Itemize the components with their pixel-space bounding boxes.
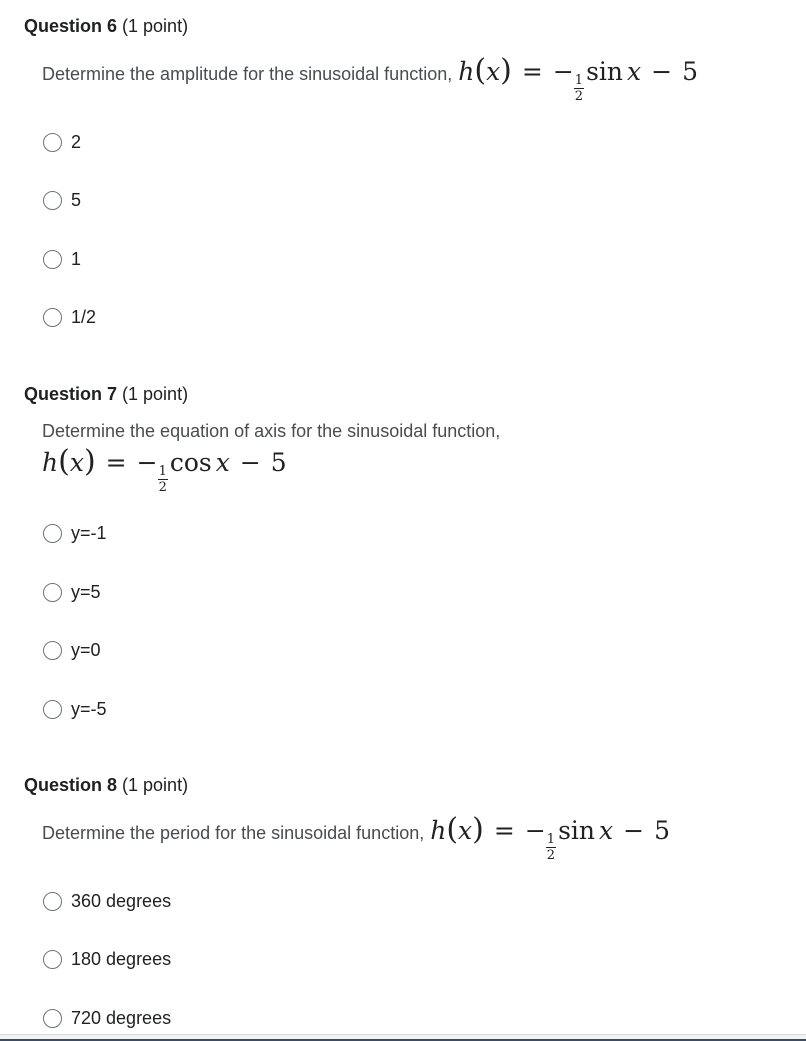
formula-open-paren: ( <box>446 812 459 847</box>
formula-open-paren: ( <box>58 444 70 479</box>
formula-constant: 5 <box>682 57 698 86</box>
question-number: Question 7 <box>24 384 118 404</box>
formula-constant: 5 <box>654 816 670 845</box>
radio-button[interactable] <box>43 583 62 602</box>
answer-option[interactable] <box>43 247 81 271</box>
formula-variable: x <box>458 816 473 845</box>
radio-button[interactable] <box>43 1009 62 1028</box>
question-points: (1 point) <box>122 384 189 404</box>
radio-button[interactable] <box>43 950 62 969</box>
radio-button[interactable] <box>43 133 62 152</box>
question-prompt <box>42 421 500 442</box>
formula-equals: = <box>105 448 127 477</box>
formula-equals: = <box>493 816 515 845</box>
radio-button[interactable] <box>43 308 62 327</box>
prompt-text: Determine the equation of axis for the sinusoidal function, <box>42 421 501 441</box>
option-label: 5 <box>71 189 82 210</box>
radio-button[interactable] <box>43 892 62 911</box>
radio-button[interactable] <box>43 700 62 719</box>
option-label: y=-1 <box>71 522 107 543</box>
page-bottom-edge <box>0 1034 806 1041</box>
fraction-denominator: 2 <box>158 480 167 495</box>
math-formula <box>458 53 698 104</box>
option-label: y=0 <box>71 639 101 660</box>
prompt-text: Determine the period for the sinusoidal function, <box>42 823 425 843</box>
formula-close-paren: ) <box>83 444 96 479</box>
question-formula-line <box>42 444 287 495</box>
formula-argument: x <box>599 816 614 845</box>
question-points: (1 point) <box>122 16 189 36</box>
formula-sign: − <box>524 816 546 845</box>
formula-argument: x <box>215 448 230 477</box>
formula-close-paren: ) <box>472 812 484 847</box>
question-points: (1 point) <box>122 775 189 795</box>
formula-variable: x <box>69 448 84 477</box>
question-title <box>24 384 188 405</box>
radio-button[interactable] <box>43 250 62 269</box>
option-label: 1 <box>71 248 82 269</box>
answer-option[interactable] <box>43 521 107 545</box>
formula-fraction <box>574 74 584 103</box>
question-number: Question 8 <box>24 775 118 795</box>
fraction-denominator: 2 <box>574 89 584 104</box>
math-formula <box>42 444 287 495</box>
formula-minus: − <box>239 448 261 477</box>
question-title <box>24 775 188 796</box>
formula-function-name: h <box>42 448 59 477</box>
fraction-numerator: 1 <box>574 73 584 88</box>
formula-function-name: h <box>430 816 447 845</box>
formula-close-paren: ) <box>500 53 512 88</box>
answer-option[interactable] <box>43 188 81 212</box>
formula-trig-function: sin <box>558 816 595 845</box>
prompt-text: Determine the amplitude for the sinusoidal function, <box>42 64 453 84</box>
option-label: 180 degrees <box>71 948 172 969</box>
formula-fraction <box>546 833 556 862</box>
fraction-numerator: 1 <box>158 464 167 479</box>
formula-function-name: h <box>458 57 475 86</box>
radio-button[interactable] <box>43 524 62 543</box>
formula-trig-function: sin <box>586 57 624 86</box>
math-formula <box>430 812 670 863</box>
option-label: 720 degrees <box>71 1007 172 1028</box>
formula-minus: − <box>651 57 673 86</box>
fraction-numerator: 1 <box>546 832 556 847</box>
radio-button[interactable] <box>43 191 62 210</box>
question-prompt <box>42 53 698 104</box>
answer-option[interactable] <box>43 947 171 971</box>
formula-minus: − <box>623 816 645 845</box>
question-prompt <box>42 812 670 863</box>
fraction-denominator: 2 <box>546 848 556 863</box>
formula-argument: x <box>627 57 642 86</box>
option-label: y=5 <box>71 581 101 602</box>
answer-option[interactable] <box>43 697 107 721</box>
formula-variable: x <box>486 57 501 86</box>
option-label: y=-5 <box>71 698 107 719</box>
formula-trig-function: cos <box>169 448 212 477</box>
question-title <box>24 16 188 37</box>
radio-button[interactable] <box>43 641 62 660</box>
answer-option[interactable] <box>43 638 101 662</box>
question-number: Question 6 <box>24 16 118 36</box>
answer-option[interactable] <box>43 305 96 329</box>
formula-constant: 5 <box>270 448 287 477</box>
answer-option[interactable] <box>43 580 101 604</box>
formula-equals: = <box>521 57 543 86</box>
option-label: 2 <box>71 131 82 152</box>
formula-fraction <box>158 465 168 494</box>
formula-sign: − <box>136 448 158 477</box>
answer-option[interactable] <box>43 889 171 913</box>
formula-open-paren: ( <box>474 53 487 88</box>
answer-option[interactable] <box>43 1006 171 1030</box>
option-label: 1/2 <box>71 306 97 327</box>
answer-option[interactable] <box>43 130 81 154</box>
option-label: 360 degrees <box>71 890 172 911</box>
formula-sign: − <box>552 57 574 86</box>
